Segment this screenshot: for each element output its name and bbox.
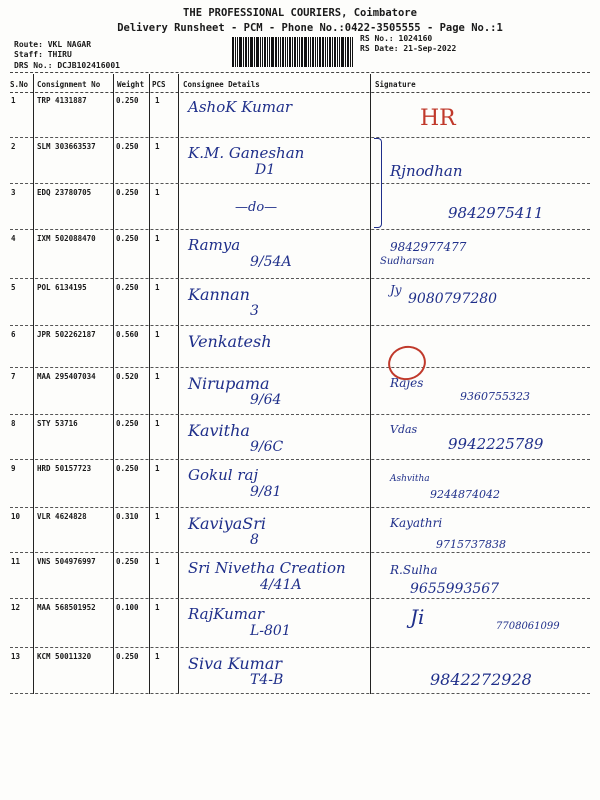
pieces-count: 1 [155, 188, 160, 197]
consignment-number: EDQ 23780705 [37, 188, 92, 197]
signature-phone: 7708061099 [496, 621, 560, 632]
pieces-count: 1 [155, 557, 160, 566]
table-row [10, 326, 590, 368]
consignee-address: 8 [250, 532, 259, 548]
signature-phone: 9842977477 [390, 240, 467, 254]
col-header-pcs: PCS [152, 80, 166, 89]
consignee-address: 3 [250, 303, 259, 319]
serial-number: 3 [11, 188, 16, 197]
consignee-address: T4-B [250, 672, 284, 688]
signature-phone: 9715737838 [436, 538, 506, 551]
signature-text: R.Sulha [390, 563, 438, 577]
rs-date: RS Date: 21-Sep-2022 [360, 44, 457, 53]
weight-value: 0.250 [116, 188, 139, 197]
consignee-address: 9/64 [250, 392, 282, 408]
consignee-address: D1 [255, 162, 276, 178]
serial-number: 1 [11, 96, 16, 105]
pieces-count: 1 [155, 330, 160, 339]
consignee-address: L-801 [250, 623, 291, 639]
consignee-name: K.M. Ganeshan [188, 144, 305, 162]
consignee-name: Kavitha [188, 421, 250, 440]
staff-label: Staff: THIRU [14, 50, 72, 59]
consignee-name: Kannan [188, 285, 250, 304]
consignment-number: KCM 50011320 [37, 652, 92, 661]
divider [10, 72, 590, 73]
consignment-number: TRP 4131887 [37, 96, 87, 105]
signature-text: Rajes [390, 376, 424, 390]
consignee-address: 4/41A [260, 577, 302, 593]
col-header-sno: S.No [10, 80, 29, 89]
serial-number: 5 [11, 283, 16, 292]
table-row [10, 368, 590, 415]
signature-text: Rjnodhan [390, 162, 463, 180]
consignment-number: VNS 504976997 [37, 557, 96, 566]
col-header-consignment: Consignment No [37, 80, 101, 89]
pieces-count: 1 [155, 603, 160, 612]
serial-number: 11 [11, 557, 21, 566]
table-row [10, 508, 590, 553]
runsheet-subtitle: Delivery Runsheet - PCM - Phone No.:0422-3505555 - Page No.:1 [117, 22, 503, 34]
table-row [10, 648, 590, 694]
serial-number: 2 [11, 142, 16, 151]
consignee-name: RajKumar [188, 605, 265, 623]
serial-number: 9 [11, 464, 16, 473]
pieces-count: 1 [155, 512, 160, 521]
consignment-number: IXM 502088470 [37, 234, 96, 243]
route-label: Route: VKL NAGAR [14, 40, 92, 49]
serial-number: 12 [11, 603, 21, 612]
weight-value: 0.250 [116, 557, 139, 566]
consignee-name: KaviyaSri [188, 514, 266, 533]
consignment-number: HRD 50157723 [37, 464, 92, 473]
consignee-address: 9/6C [250, 439, 284, 455]
pieces-count: 1 [155, 283, 160, 292]
serial-number: 10 [11, 512, 21, 521]
table-row [10, 415, 590, 460]
table-row [10, 279, 590, 326]
consignee-name: Venkatesh [188, 332, 272, 351]
weight-value: 0.250 [116, 419, 139, 428]
pieces-count: 1 [155, 464, 160, 473]
consignment-number: POL 6134195 [37, 283, 87, 292]
signature-text: Vdas [390, 423, 418, 436]
serial-number: 7 [11, 372, 16, 381]
serial-number: 13 [11, 652, 21, 661]
consignee-name: —do— [235, 200, 278, 215]
page-title: THE PROFESSIONAL COURIERS, Coimbatore [183, 7, 417, 19]
consignee-name: Siva Kumar [188, 654, 283, 673]
weight-value: 0.250 [116, 96, 139, 105]
serial-number: 4 [11, 234, 16, 243]
consignment-number: SLM 303663537 [37, 142, 96, 151]
pieces-count: 1 [155, 96, 160, 105]
signature-phone: 9842975411 [448, 204, 544, 222]
drs-number: DRS No.: DCJB102416001 [14, 61, 120, 70]
rs-number: RS No.: 1024160 [360, 34, 433, 43]
signature-phone: 9655993567 [410, 581, 500, 597]
col-header-signature: Signature [375, 80, 416, 89]
consignment-number: MAA 295407034 [37, 372, 96, 381]
table-row [10, 92, 590, 138]
table-row [10, 553, 590, 599]
pieces-count: 1 [155, 372, 160, 381]
consignee-address: 9/54A [250, 254, 292, 270]
consignee-address: 9/81 [250, 484, 282, 500]
serial-number: 8 [11, 419, 16, 428]
signature-text: Ji [410, 605, 425, 629]
pieces-count: 1 [155, 142, 160, 151]
consignment-number: STY 53716 [37, 419, 78, 428]
weight-value: 0.310 [116, 512, 139, 521]
weight-value: 0.250 [116, 142, 139, 151]
signature-phone: 9842272928 [430, 670, 532, 689]
signature-text: Jy [390, 283, 402, 297]
table-row [10, 599, 590, 648]
consignee-name: Sri Nivetha Creation [188, 559, 346, 577]
consignment-number: JPR 502262187 [37, 330, 96, 339]
consignee-name: Nirupama [188, 374, 270, 393]
signature-phone: 9942225789 [448, 435, 544, 453]
weight-value: 0.250 [116, 283, 139, 292]
consignee-name: Ramya [188, 236, 241, 254]
brace-mark [374, 138, 382, 228]
table-row [10, 230, 590, 279]
weight-value: 0.100 [116, 603, 139, 612]
serial-number: 6 [11, 330, 16, 339]
signature-text: Ashvitha [390, 474, 430, 484]
pieces-count: 1 [155, 652, 160, 661]
table-row [10, 138, 590, 184]
pieces-count: 1 [155, 234, 160, 243]
table-row [10, 460, 590, 508]
col-header-consignee: Consignee Details [183, 80, 260, 89]
pieces-count: 1 [155, 419, 160, 428]
weight-value: 0.250 [116, 234, 139, 243]
signature-phone: 9360755323 [460, 390, 530, 403]
weight-value: 0.560 [116, 330, 139, 339]
weight-value: 0.520 [116, 372, 139, 381]
consignment-number: MAA 568501952 [37, 603, 96, 612]
signature-text: Kayathri [390, 516, 443, 530]
signature-phone: 9080797280 [408, 291, 498, 307]
signature-phone: 9244874042 [430, 488, 500, 501]
consignment-number: VLR 4624828 [37, 512, 87, 521]
consignee-name: Gokul raj [188, 466, 259, 484]
signature-text: HR [420, 106, 456, 131]
weight-value: 0.250 [116, 652, 139, 661]
row-divider [10, 693, 590, 694]
col-header-weight: Weight [117, 80, 145, 89]
weight-value: 0.250 [116, 464, 139, 473]
signature-text: Sudharsan [380, 256, 435, 267]
barcode [232, 37, 354, 67]
table-row [10, 184, 590, 230]
consignee-name: AshoK Kumar [188, 98, 293, 116]
